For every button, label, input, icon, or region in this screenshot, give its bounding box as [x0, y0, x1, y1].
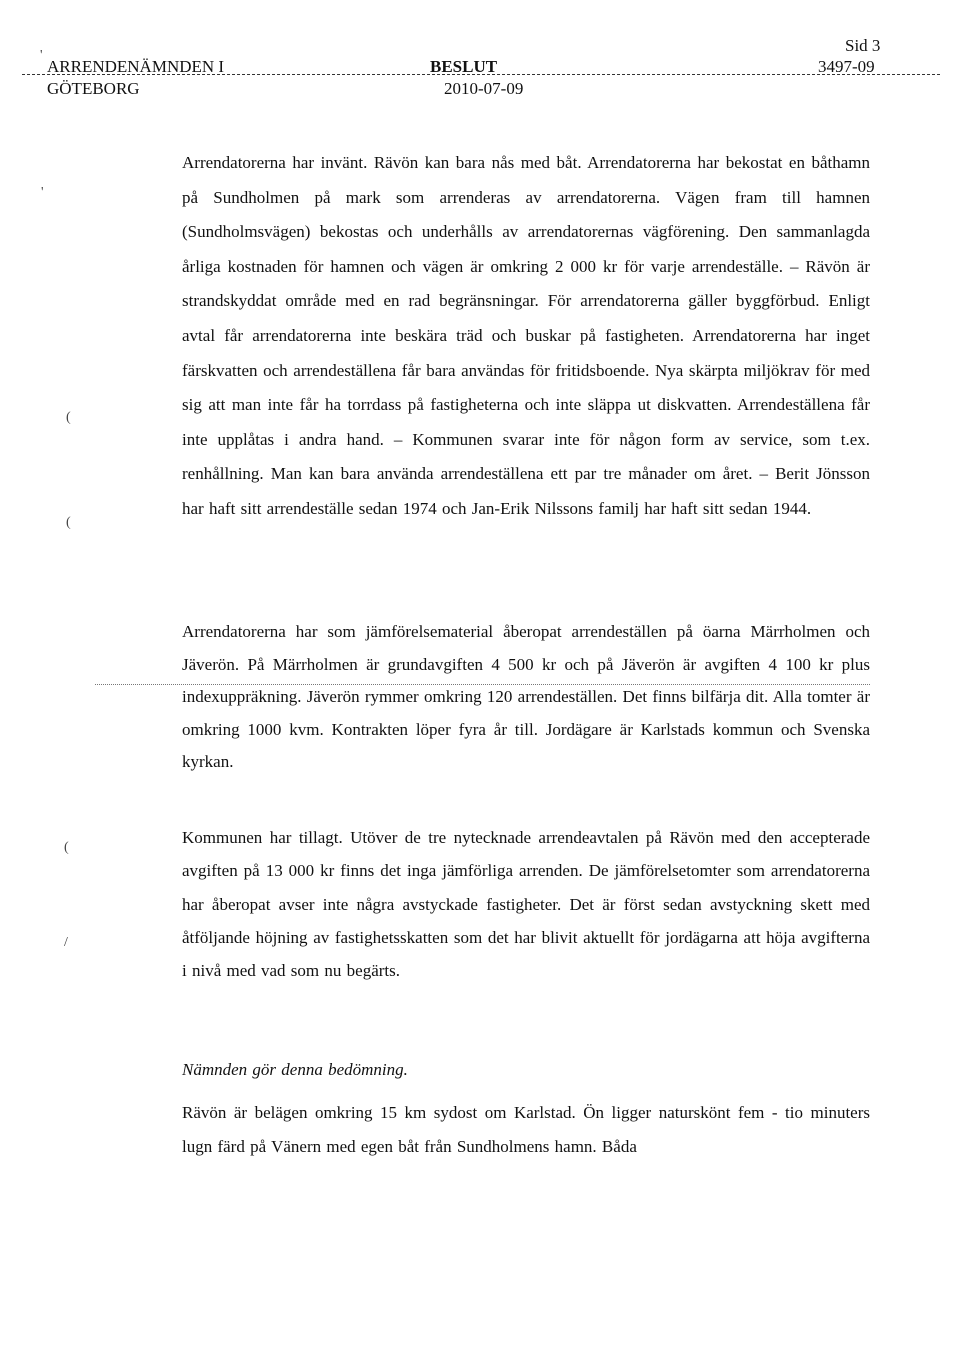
organization-name: ARRENDENÄMNDEN I	[47, 57, 225, 76]
city-name: GÖTEBORG	[47, 79, 140, 98]
page-number: Sid 3	[845, 36, 881, 55]
decision-date: 2010-07-09	[444, 79, 524, 98]
paragraph-assessment: Rävön är belägen omkring 15 km sydost om Karlstad. Ön ligger naturskönt fem - tio minuters lugn färd på Vänern med egen båt från Sundholmens hamn. Båda	[182, 1103, 870, 1156]
case-number: 3497-09	[818, 57, 875, 76]
margin-mark: (	[64, 840, 69, 855]
margin-mark: '	[40, 48, 43, 63]
paragraph-comparisons: Arrendatorerna har som jämförelsematerial åberopat arrendeställen på öarna Märrholmen och Jäverön. På Märrholmen är grundavgiften 4 500 kr och på Jäverön är avgiften 4 100 kr plus indexuppräkning. Jäverön rymmer omkring 120 arrendeställen. Det finns bilfärja dit. Alla tomter är omkring 1000 kvm. Kontrakten löper fyra år till. Jordägare är Karlstads kommun och Svenska kyrkan.	[182, 622, 870, 771]
paragraph-objections: Arrendatorerna har invänt. Rävön kan bara nås med båt. Arrendatorerna har bekostat en båthamn på Sundholmen på mark som arrenderas av arrendatorerna. Vägen fram till hamnen (Sundholmsvägen) bekostas och underhålls av arrendatorernas vägförening. Den sammanlagda årliga kostnaden för hamnen och vägen är omkring 2 000 kr för varje arrendeställe. – Rävön är strandskyddat område med en rad begränsningar. För arrendatorerna gäller byggförbud. Enligt avtal får arrendatorerna inte beskära träd och buskar på fastigheten. Arrendatorerna har inget färskvatten och arrendeställena får bara användas för fritidsboende. Nya skärpta miljökrav för med sig att man inte får ha torrdass på fastigheterna och inte släppa ut diskvatten. Arrendeställena får inte upplåtas i andra hand. – Kommunen svarar inte för någon form av service, som t.ex. renhållning. Man kan bara använda arrendeställena ett par tre månader om året. – Berit Jönsson har haft sitt arrendeställe sedan 1974 och Jan-Erik Nilssons familj har haft sitt sedan 1944.	[182, 153, 870, 518]
margin-mark: (	[66, 515, 71, 530]
margin-mark: (	[66, 410, 71, 425]
document-type: BESLUT	[430, 57, 498, 76]
margin-mark: '	[41, 185, 44, 200]
header-rule	[22, 74, 940, 75]
margin-mark: /	[64, 935, 68, 950]
assessment-heading: Nämnden gör denna bedömning.	[182, 1060, 408, 1079]
paragraph-municipality: Kommunen har tillagt. Utöver de tre nytecknade arrendeavtalen på Rävön med den accepterade avgiften på 13 000 kr finns det inga jämförliga arrenden. De jämförelsetomter som arrendatorerna har åberopat avser inte några avstyckade fastigheter. Det är först sedan avstyckning skett med åtföljande höjning av fastighetsskatten som det har blivit aktuellt för jordägarna att höja avgifterna i nivå med vad som nu begärts.	[182, 828, 870, 981]
